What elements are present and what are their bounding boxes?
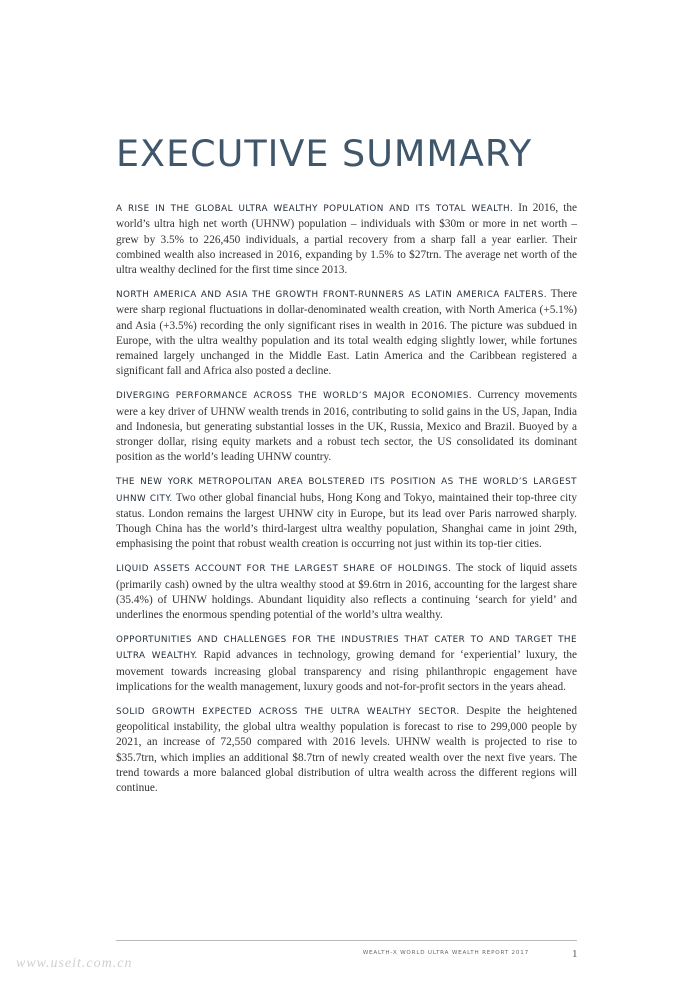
paragraph-text: There were sharp regional fluctuations in dollar-denominated wealth creation, with North America (+5.1%) and Asia (+3.5%) recording the only significant rises in wealth in 2016. The picture was subdued in Europe, with the ultra wealthy population and its total wealth edging slightly lower, while fortunes remained largely unchanged in the Middle East. Latin America and the Caribbean registered a significant fall and Africa also posted a decline.	[116, 287, 577, 378]
paragraph-text: Despite the heightened geopolitical instability, the global ultra wealthy population is forecast to rise to 299,000 people by 2021, an increase of 72,550 compared with 2016 levels. UHNW wealth is projected to rise to $35.7trn, which implies an additional $8.7trn of newly created wealth over the next five years. The trend towards a more balanced global distribution of ultra wealth across the different regions will continue.	[116, 704, 577, 795]
paragraph-text: Rapid advances in technology, growing demand for ‘experiential’ luxury, the movement towards increasing global transparency and rising philanthropic engagement have implications for the wealth management, luxury goods and not-for-profit sectors in the years ahead.	[116, 649, 578, 693]
paragraph-text: In 2016, the world’s ultra high net worth (UHNW) population – individuals with $30m or more in net worth – grew by 3.5% to 226,450 individuals, a partial recovery from a sharp fall a year earlier. Their combined wealth also increased in 2016, expanding by 1.5% to $27trn. The average net worth of the ultra wealthy declined for the first time since 2013.	[116, 202, 578, 277]
summary-paragraph	[116, 388, 577, 465]
paragraph-text: The stock of liquid assets (primarily cash) owned by the ultra wealthy stood at $9.6trn in 2016, accounting for the largest share (35.4%) of UHNW holdings. Abundant liquidity also reflects a continuing ‘search for yield’ and underlines the enormous spending potential of the world’s ultra wealthy.	[116, 562, 577, 622]
footer-divider	[116, 940, 577, 941]
summary-paragraph	[116, 561, 577, 623]
paragraph-heading: OPPORTUNITIES AND CHALLENGES FOR THE INDUSTRIES THAT CATER TO AND TARGET THE ULTRA WEALTHY.	[116, 634, 577, 662]
page-number: 1	[572, 948, 578, 960]
summary-paragraph	[116, 287, 577, 380]
page-title: EXECUTIVE SUMMARY	[116, 132, 533, 175]
paragraph-heading: THE NEW YORK METROPOLITAN AREA BOLSTERED ITS POSITION AS THE WORLD’S LARGEST UHNW CITY.	[116, 477, 577, 504]
paragraph-heading: DIVERGING PERFORMANCE ACROSS THE WORLD’S MAJOR ECONOMIES.	[116, 391, 472, 402]
paragraph-heading: A RISE IN THE GLOBAL ULTRA WEALTHY POPULATION AND ITS TOTAL WEALTH.	[116, 204, 514, 214]
paragraph-heading: LIQUID ASSETS ACCOUNT FOR THE LARGEST SHARE OF HOLDINGS.	[116, 564, 452, 575]
paragraph-heading: SOLID GROWTH EXPECTED ACROSS THE ULTRA WEALTHY SECTOR.	[116, 706, 460, 717]
paragraph-text: Currency movements were a key driver of UHNW wealth trends in 2016, contributing to solid gains in the US, Japan, India and Indonesia, but generating substantial losses in the UK, Russia, Mexico and Brazil. Buoyed by a stronger dollar, rising equity markets and a robust tech sector, the US consolidated its dominant position as the world’s leading UHNW country.	[116, 389, 577, 464]
paragraph-text: Two other global financial hubs, Hong Kong and Tokyo, maintained their top-three city status. London remains the largest UHNW city in Europe, but its lead over Paris narrowed sharply. Though China has the world’s third-largest ultra wealthy population, Shanghai came in joint 29th, emphasising the point that robust wealth creation is occurring not just within its top-tier cities.	[116, 491, 577, 551]
footer-report-title: WEALTH-X WORLD ULTRA WEALTH REPORT 2017	[362, 950, 529, 956]
paragraph-heading: NORTH AMERICA AND ASIA THE GROWTH FRONT-RUNNERS AS LATIN AMERICA FALTERS.	[116, 289, 548, 300]
summary-paragraph	[116, 474, 577, 552]
summary-paragraph	[116, 632, 577, 695]
summary-body	[116, 201, 577, 805]
summary-paragraph	[116, 704, 577, 797]
watermark: www.useit.com.cn	[16, 956, 133, 971]
summary-paragraph	[116, 201, 577, 278]
